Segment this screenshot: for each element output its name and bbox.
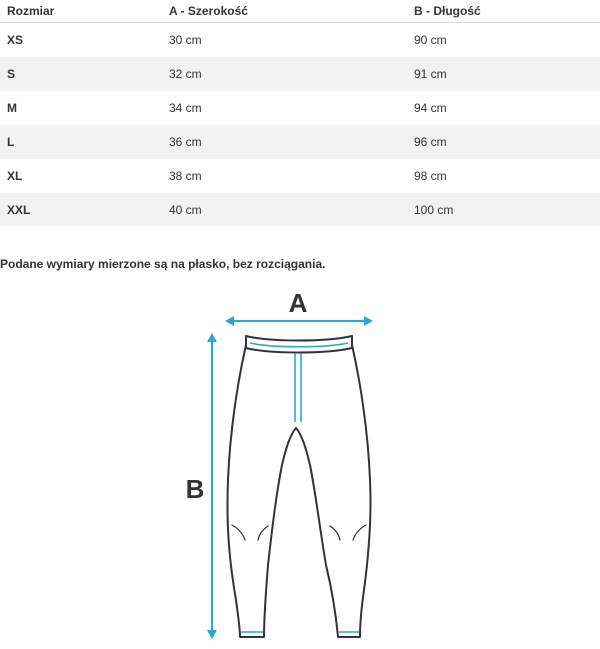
size-cell: XL <box>7 169 23 183</box>
width-cell: 34 cm <box>169 101 202 115</box>
length-cell: 98 cm <box>414 169 447 183</box>
header-width: A - Szerokość <box>162 0 407 23</box>
header-size: Rozmiar <box>0 0 162 23</box>
label-b: B <box>185 474 205 504</box>
length-cell: 90 cm <box>414 33 447 47</box>
header-length: B - Długość <box>407 0 600 23</box>
width-cell: 36 cm <box>162 125 407 159</box>
width-cell: 40 cm <box>162 193 407 226</box>
pants-illustration <box>227 336 370 637</box>
length-arrow <box>207 333 217 639</box>
width-cell: 32 cm <box>162 57 407 91</box>
size-cell: M <box>7 101 17 115</box>
length-cell: 100 cm <box>407 193 600 226</box>
measurement-note: Podane wymiary mierzone są na płasko, bez rozciągania. <box>0 257 326 271</box>
size-cell: XXL <box>0 193 162 226</box>
size-cell: XS <box>7 33 24 47</box>
size-cell: L <box>0 125 162 159</box>
size-cell: S <box>0 57 162 91</box>
width-cell: 30 cm <box>169 33 202 47</box>
length-cell: 96 cm <box>407 125 600 159</box>
length-cell: 91 cm <box>407 57 600 91</box>
length-cell: 94 cm <box>414 101 447 115</box>
width-cell: 38 cm <box>169 169 202 183</box>
label-a: A <box>288 288 308 318</box>
